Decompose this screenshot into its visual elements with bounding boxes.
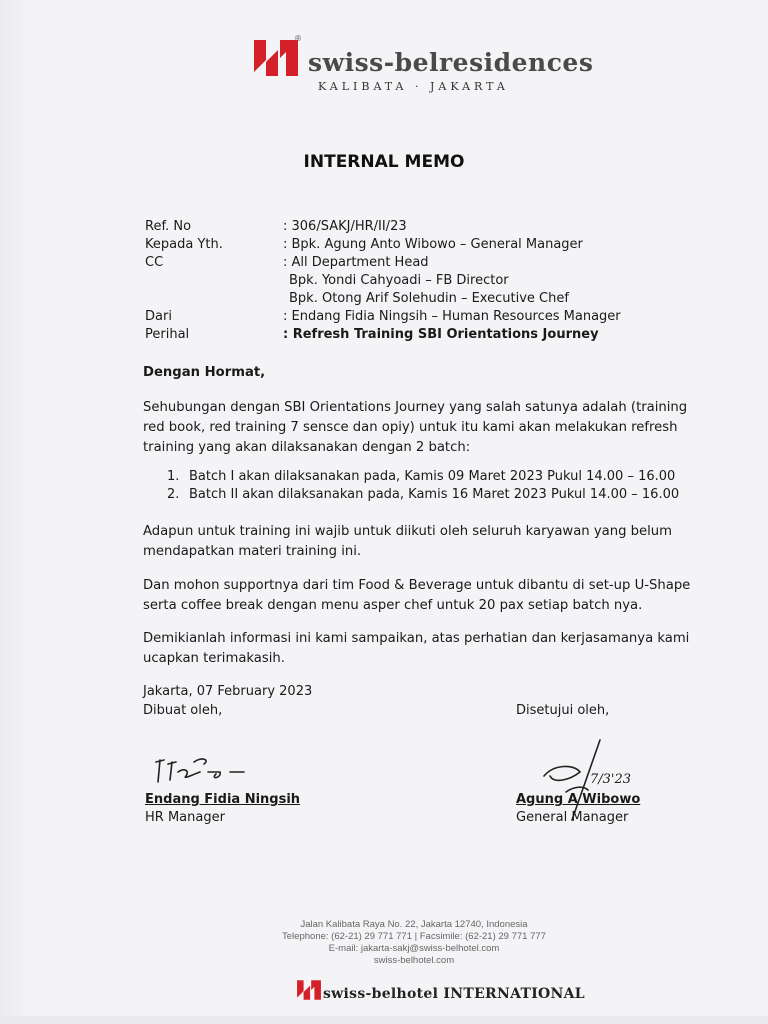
footer-logo <box>296 978 585 1008</box>
field-label-subject: Perihal <box>145 327 190 342</box>
field-value-cc-2: Bpk. Yondi Cahyoadi – FB Director <box>289 273 509 288</box>
registered-mark: ® <box>294 34 302 43</box>
field-value-cc: : All Department Head <box>283 255 429 270</box>
made-by-label: Dibuat oleh, <box>143 703 223 718</box>
field-value-cc-3: Bpk. Otong Arif Solehudin – Executive Chef <box>289 291 569 306</box>
field-label-to: Kepada Yth. <box>145 237 223 252</box>
footer-email: E-mail: jakarta-sakj@swiss-belhotel.com <box>328 943 500 954</box>
field-value-from: : Endang Fidia Ningsih – Human Resources Manager <box>283 309 621 324</box>
swiss-bel-footer-logo-icon <box>296 978 322 1002</box>
footer-brand: swiss-belhotel INTERNATIONAL <box>323 986 585 1002</box>
field-value-subject: : Refresh Training SBI Orientations Journey <box>283 327 599 342</box>
footer-address: Jalan Kalibata Raya No. 22, Jakarta 12740, Indonesia <box>300 919 528 930</box>
paragraph-intro: Sehubungan dengan SBI Orientations Journey yang salah satunya adalah (training red book, red training 7 sensce dan opiy) untuk itu kami akan melakukan refresh training yang akan dilaksanakan dengan 2 batch: <box>143 400 688 455</box>
list-item <box>167 487 679 502</box>
list-text: Batch I akan dilaksanakan pada, Kamis 09 Maret 2023 Pukul 14.00 – 16.00 <box>189 469 676 484</box>
header-logo <box>252 34 592 104</box>
signature-endang <box>150 750 250 790</box>
signature-date-note: 7/3'23 <box>590 772 632 787</box>
signer1-name: Endang Fidia Ningsih <box>145 792 301 807</box>
list-number: 2. <box>167 487 180 502</box>
greeting: Dengan Hormat, <box>143 365 266 380</box>
brand-name: swiss-belresidences <box>308 48 594 77</box>
field-label-from: Dari <box>145 309 172 324</box>
footer-phone: Telephone: (62-21) 29 771 771 | Facsimile: (62-21) 29 771 777 <box>282 931 546 942</box>
signer2-name: Agung A Wibowo <box>516 792 641 807</box>
memo-date: Jakarta, 07 February 2023 <box>143 684 313 699</box>
field-value-ref: : 306/SAKJ/HR/II/23 <box>283 219 407 234</box>
swiss-bel-logo-icon <box>252 38 300 78</box>
field-label-ref: Ref. No <box>145 219 192 234</box>
signer1-title: HR Manager <box>145 810 225 825</box>
brand-location: KALIBATA · JAKARTA <box>318 80 509 93</box>
field-value-to: : Bpk. Agung Anto Wibowo – General Manager <box>283 237 583 252</box>
footer-website: swiss-belhotel.com <box>373 955 455 966</box>
memo-title: INTERNAL MEMO <box>303 152 465 172</box>
list-number: 1. <box>167 469 180 484</box>
paragraph-closing: Demikianlah informasi ini kami sampaikan, atas perhatian dan kerjasamanya kami ucapkan terimakasih. <box>143 631 690 666</box>
list-text: Batch II akan dilaksanakan pada, Kamis 16 Maret 2023 Pukul 14.00 – 16.00 <box>189 487 680 502</box>
paper-edge-bottom <box>0 1016 768 1024</box>
approved-by-label: Disetujui oleh, <box>516 703 610 718</box>
list-item <box>167 469 675 484</box>
signer2-title: General Manager <box>516 810 629 825</box>
paragraph-support: Dan mohon supportnya dari tim Food & Beverage untuk dibantu di set-up U-Shape serta coffee break dengan menu asper chef untuk 20 pax setiap batch nya. <box>143 578 691 613</box>
paragraph-requirement: Adapun untuk training ini wajib untuk diikuti oleh seluruh karyawan yang belum mendapatkan materi training ini. <box>143 524 672 559</box>
field-label-cc: CC <box>145 255 164 270</box>
